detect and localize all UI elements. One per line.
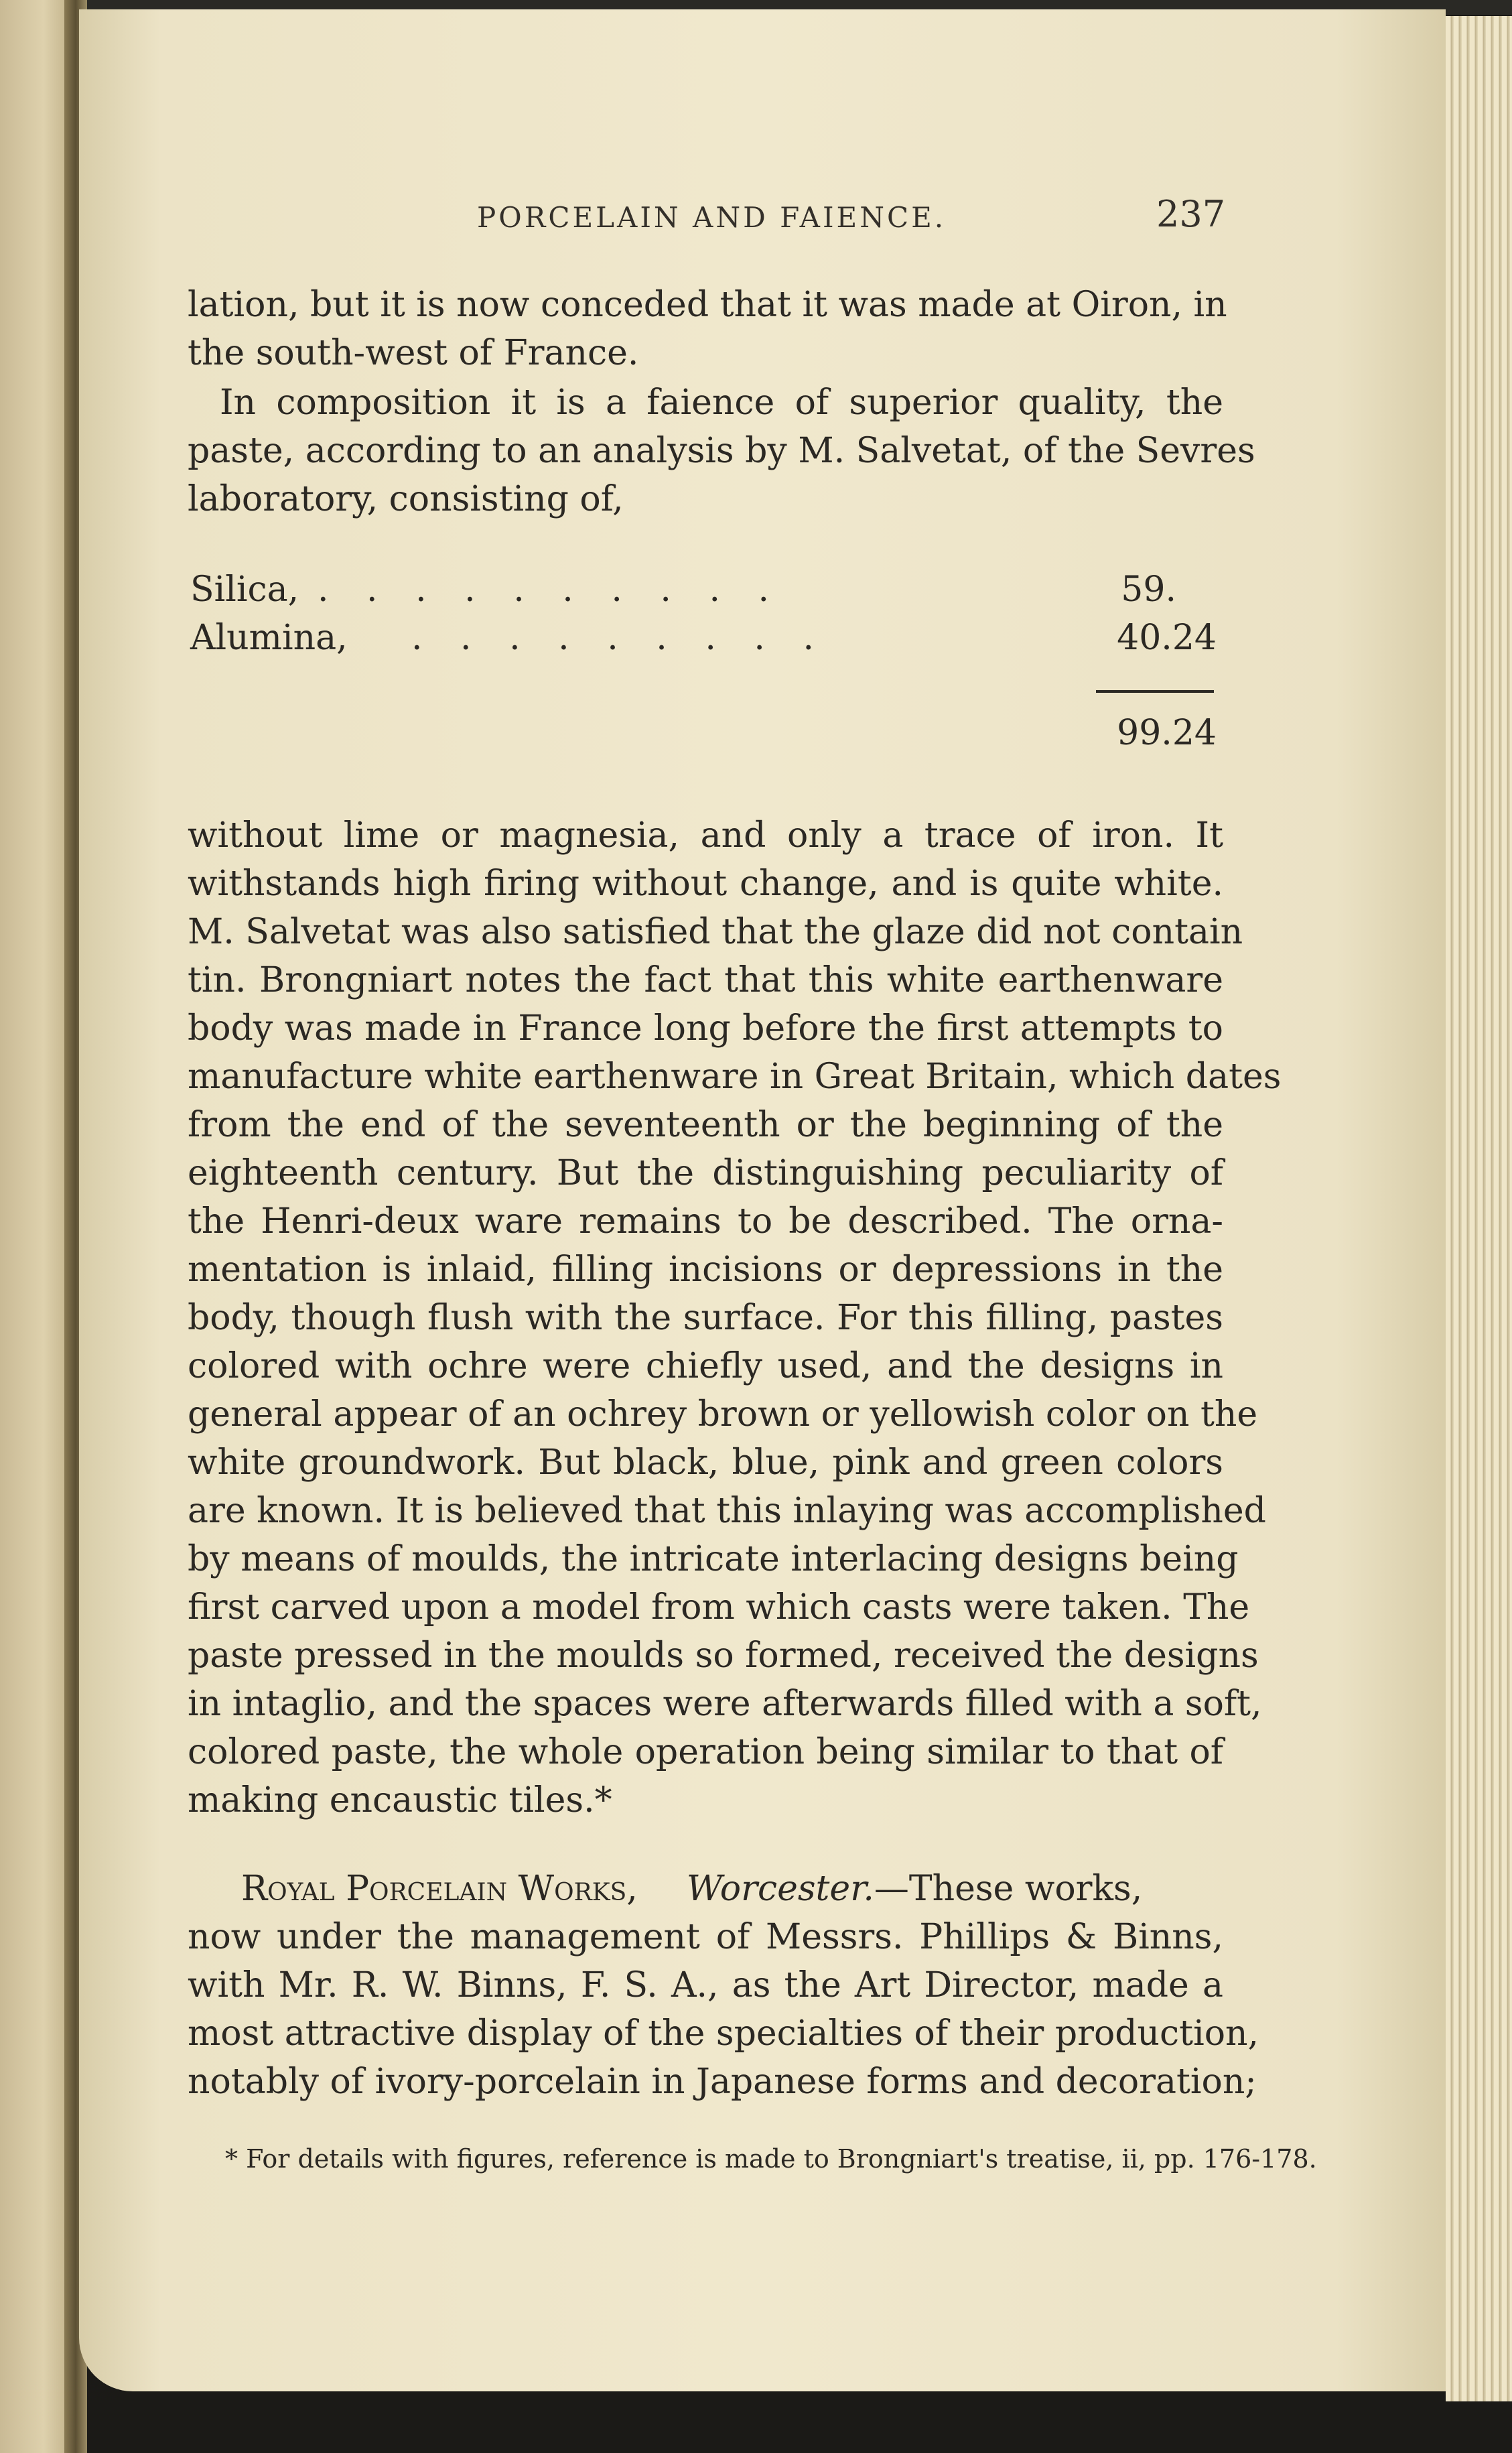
text-line: now under the management of Messrs. Phillips & Binns, (188, 1917, 1223, 1957)
analysis-total-row (190, 713, 1217, 760)
text-line: in intaglio, and the spaces were afterwards filled with a soft, (188, 1684, 1262, 1724)
text-line: colored paste, the whole operation being similar to that of (188, 1732, 1223, 1772)
sum-rule (1096, 690, 1214, 693)
text-line: In composition it is a faience of superior quality, the (220, 383, 1223, 423)
running-head: PORCELAIN AND FAIENCE. (477, 201, 947, 234)
text-line: are known. It is believed that this inlaying was accomplished (188, 1491, 1266, 1531)
page-number: 237 (1156, 193, 1226, 235)
text-line: making encaustic tiles.* (188, 1780, 612, 1820)
analysis-value: 40.24 (1117, 618, 1217, 658)
analysis-row-alumina (190, 618, 1217, 665)
text-line: lation, but it is now conceded that it was made at Oiron, in (188, 285, 1227, 325)
royal-place: Worcester. (686, 1869, 874, 1909)
text-line: general appear of an ochrey brown or yellowish color on the (188, 1394, 1258, 1435)
text-line: colored with ochre were chiefly used, and the designs in (188, 1346, 1223, 1386)
footnote: * For details with figures, reference is made to Brongniart's treatise, ii, pp. 176-178. (225, 2144, 1317, 2174)
royal-heading: Royal Porcelain Works, (241, 1869, 638, 1909)
leader-dots: . . . . . . . . . (411, 618, 827, 658)
text-line: most attractive display of the specialties of their production, (188, 2013, 1259, 2054)
text-line: M. Salvetat was also satisfied that the glaze did not contain (188, 912, 1243, 952)
text-line: mentation is inlaid, filling incisions or depressions in the (188, 1250, 1223, 1290)
text-line: laboratory, consisting of, (188, 479, 624, 519)
text-line: with Mr. R. W. Binns, F. S. A., as the Art Director, made a (188, 1965, 1223, 2005)
text-line: eighteenth century. But the distinguishing peculiarity of (188, 1153, 1223, 1193)
royal-heading-line (241, 1865, 1223, 1912)
text-line: manufacture white earthenware in Great Britain, which dates (188, 1057, 1282, 1097)
royal-heading-rest: —These works, (874, 1869, 1143, 1909)
text-line: body, though flush with the surface. For this filling, pastes (188, 1298, 1223, 1338)
text-line: the south-west of France. (188, 333, 639, 373)
analysis-value: 59. (1121, 570, 1176, 610)
analysis-total: 99.24 (1117, 713, 1217, 753)
page-stack-edges (1446, 16, 1512, 2401)
text-line: white groundwork. But black, blue, pink and green colors (188, 1443, 1223, 1483)
text-line: notably of ivory-porcelain in Japanese forms and decoration; (188, 2062, 1257, 2102)
text-line: from the end of the seventeenth or the beginning of the (188, 1105, 1223, 1145)
text-line: body was made in France long before the first attempts to (188, 1008, 1223, 1049)
text-line: the Henri-deux ware remains to be described. The orna- (188, 1201, 1223, 1242)
text-line: paste, according to an analysis by M. Salvetat, of the Sevres (188, 431, 1255, 471)
text-line: tin. Brongniart notes the fact that this white earthenware (188, 960, 1223, 1000)
analysis-label: Silica, (190, 570, 299, 610)
analysis-row-silica (190, 570, 1217, 616)
analysis-label: Alumina, (190, 618, 348, 658)
text-line: first carved upon a model from which casts were taken. The (188, 1587, 1250, 1628)
text-line: paste pressed in the moulds so formed, received the designs (188, 1636, 1259, 1676)
text-line: without lime or magnesia, and only a trace of iron. It (188, 815, 1223, 856)
leader-dots: . . . . . . . . . . (318, 570, 783, 610)
text-line: by means of moulds, the intricate interlacing designs being (188, 1539, 1239, 1579)
text-line: withstands high firing without change, and is quite white. (188, 864, 1223, 904)
